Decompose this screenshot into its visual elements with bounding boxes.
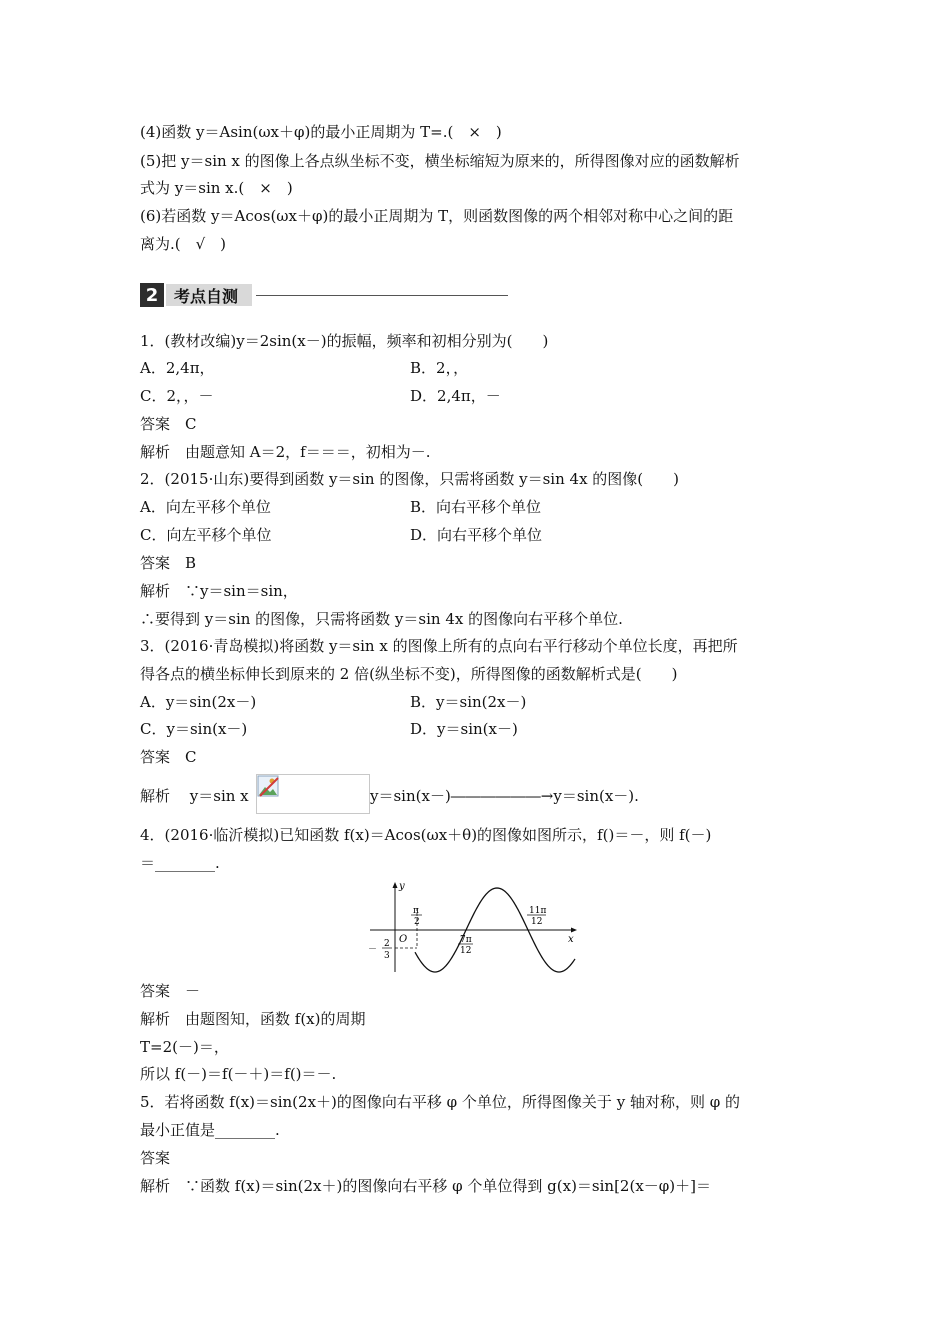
q4-answer: 答案 － xyxy=(140,982,201,1000)
tick-7pi-12-den: 12 xyxy=(460,946,472,956)
item-6-line1: (6)若函数 y＝Acos(ωx＋φ)的最小正周期为 T，则函数图像的两个相邻对称中心之间的距 xyxy=(140,207,734,225)
broken-image-icon xyxy=(257,775,281,799)
section-rule xyxy=(256,295,508,296)
item-5-line1: (5)把 y＝sin x 的图像上各点纵坐标不变，横坐标缩短为原来的，所得图像对应的函数解析 xyxy=(140,152,740,170)
q4-stem-1: 4．(2016·临沂模拟)已知函数 f(x)＝Acos(ωx＋θ)的图像如图所示，f()＝－，则 f(－) xyxy=(140,826,712,844)
cosine-graph xyxy=(365,880,585,975)
tick-neg-2-3-num: 2 xyxy=(384,939,390,949)
q2-answer: 答案 B xyxy=(140,554,197,572)
q3-option-c: C．y＝sin(x－) xyxy=(140,720,248,738)
section-number: 2 xyxy=(140,283,164,307)
q5-analysis: 解析 ∵函数 f(x)＝sin(2x＋)的图像向右平移 φ 个单位得到 g(x)＝sin[2(x－φ)＋]＝ xyxy=(140,1177,711,1195)
x-axis-arrow xyxy=(571,928,577,933)
tick-7pi-12-num: 7π xyxy=(460,935,472,945)
origin-label: O xyxy=(399,934,408,945)
tick-neg-minus: － xyxy=(368,945,378,955)
q1-answer: 答案 C xyxy=(140,415,197,433)
q4-analysis-3: 所以 f(－)＝f(－＋)＝f()＝－. xyxy=(140,1065,337,1083)
q2-option-d: D．向右平移个单位 xyxy=(410,526,543,544)
q2-option-a: A．向左平移个单位 xyxy=(140,498,271,516)
q2-analysis-1: 解析 ∵y＝sin＝sin， xyxy=(140,582,298,600)
q3-analysis-pre: 解析 y＝sin x xyxy=(140,787,249,805)
q5-stem-1: 5．若将函数 f(x)＝sin(2x＋)的图像向右平移 φ 个单位，所得图像关于 y 轴对称，则 φ 的 xyxy=(140,1093,740,1111)
section-header xyxy=(140,283,508,307)
q2-option-c: C．向左平移个单位 xyxy=(140,526,272,544)
y-axis-arrow xyxy=(393,882,398,888)
q3-option-b: B．y＝sin(2x－) xyxy=(410,693,527,711)
q1-option-a: A．2,4π， xyxy=(140,359,215,377)
q1-stem: 1．(教材改编)y＝2sin(x－)的振幅，频率和初相分别为( ) xyxy=(140,332,549,350)
q1-option-c: C．2，，－ xyxy=(140,387,214,405)
q2-option-b: B．向右平移个单位 xyxy=(410,498,542,516)
q2-analysis-2: ∴要得到 y＝sin 的图像，只需将函数 y＝sin 4x 的图像向右平移个单位. xyxy=(140,610,623,628)
item-6-line2: 离为.( √ ) xyxy=(140,235,227,253)
item-4: (4)函数 y＝Asin(ωx＋φ)的最小正周期为 T=.( × ) xyxy=(140,123,502,141)
q4-stem-2: ＝________. xyxy=(140,854,220,872)
q1-option-d: D．2,4π，－ xyxy=(410,387,501,405)
tick-pi-2-den: 2 xyxy=(414,917,420,927)
q3-option-d: D．y＝sin(x－) xyxy=(410,720,518,738)
section-title: 考点自测 xyxy=(166,284,252,306)
tick-11pi-12-den: 12 xyxy=(531,917,543,927)
q3-analysis-post: y＝sin(x－)――――――→y＝sin(x－). xyxy=(370,787,639,805)
tick-11pi-12-num: 11π xyxy=(529,906,547,916)
q3-stem-1: 3．(2016·青岛模拟)将函数 y＝sin x 的图像上所有的点向右平行移动个单位长度，再把所 xyxy=(140,637,738,655)
q5-answer: 答案 xyxy=(140,1149,171,1167)
q3-answer: 答案 C xyxy=(140,748,197,766)
q4-analysis-2: T=2(－)＝， xyxy=(140,1038,229,1056)
missing-image-placeholder xyxy=(256,774,370,814)
x-axis-label: x xyxy=(568,934,574,945)
q1-option-b: B．2，， xyxy=(410,359,469,377)
item-5-line2: 式为 y＝sin x.( × ) xyxy=(140,179,293,197)
tick-neg-2-3-den: 3 xyxy=(384,951,390,961)
tick-pi-2-num: π xyxy=(413,906,419,916)
q3-option-a: A．y＝sin(2x－) xyxy=(140,693,257,711)
y-axis-label: y xyxy=(399,881,405,892)
q1-analysis: 解析 由题意知 A＝2，f＝＝＝，初相为－. xyxy=(140,443,431,461)
q3-stem-2: 得各点的横坐标伸长到原来的 2 倍(纵坐标不变)，所得图像的函数解析式是( ) xyxy=(140,665,678,683)
q5-stem-2: 最小正值是________. xyxy=(140,1121,280,1139)
q4-analysis-1: 解析 由题图知，函数 f(x)的周期 xyxy=(140,1010,366,1028)
q2-stem: 2．(2015·山东)要得到函数 y＝sin 的图像，只需将函数 y＝sin 4x 的图像( ) xyxy=(140,470,679,488)
